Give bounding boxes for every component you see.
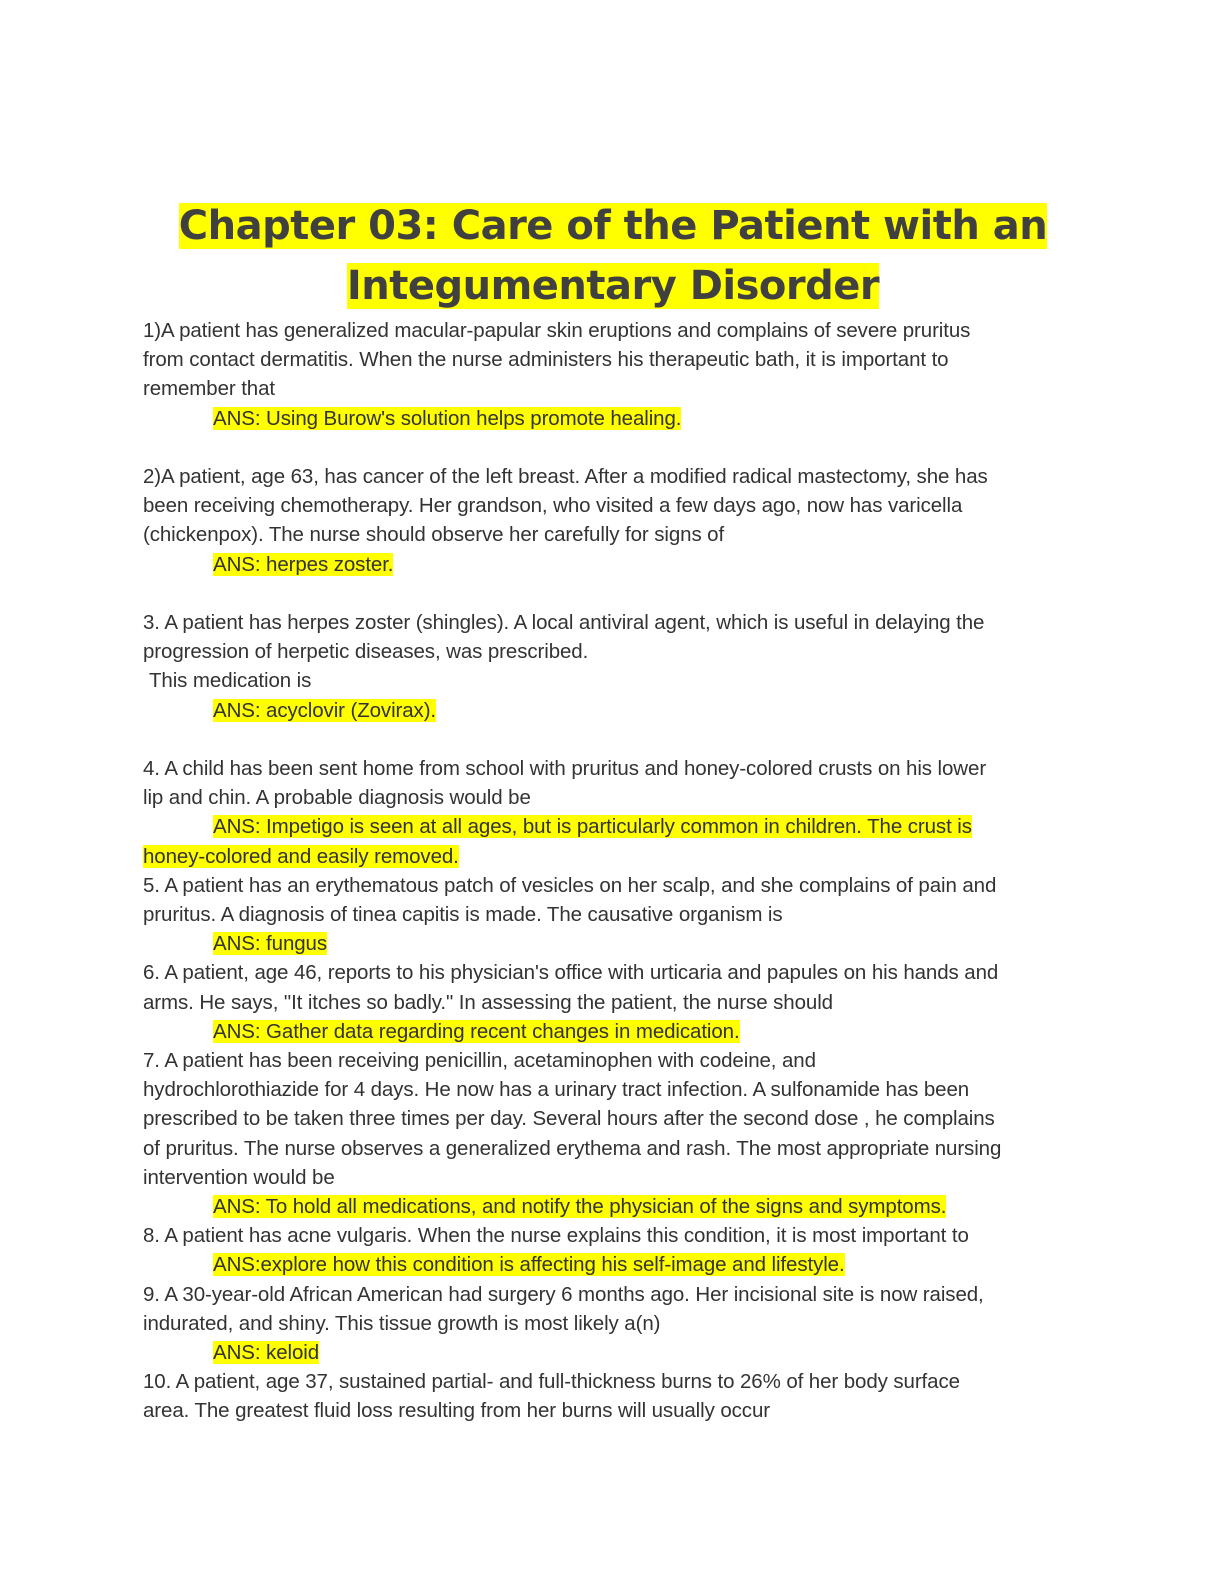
answer-1: ANS: Using Burow's solution helps promote healing. bbox=[213, 406, 682, 430]
title-line-1: Chapter 03: Care of the Patient with an bbox=[178, 203, 1048, 249]
question-8-text: 8. A patient has acne vulgaris. When the nurse explains this condition, it is most important to bbox=[143, 1224, 969, 1248]
question-7-text: 7. A patient has been receiving penicillin, acetaminophen with codeine, and hydrochlorothiazide for 4 days. He now has a urinary tract infection. A sulfonamide has been prescribed to be taken three times per day. Several hours after the second dose , he complains of pruritus. The nurse observes a generalized erythema and rash. The most appropriate nursing intervention would be bbox=[143, 1049, 1002, 1189]
question-5-text: 5. A patient has an erythematous patch of vesicles on her scalp, and she complains of pain and pruritus. A diagnosis of tinea capitis is made. The causative organism is bbox=[143, 873, 997, 927]
question-3-text: 3. A patient has herpes zoster (shingles). A local antiviral agent, which is useful in delaying the progression of herpetic diseases, was prescribed. This medication is bbox=[143, 611, 985, 693]
question-9 bbox=[143, 1280, 1083, 1368]
question-9-text: 9. A 30-year-old African American had surgery 6 months ago. Her incisional site is now raised, indurated, and shiny. This tissue growth is most likely a(n) bbox=[143, 1282, 984, 1335]
answer-2: ANS: herpes zoster. bbox=[213, 552, 394, 576]
question-1-text: 1)A patient has generalized macular-papular skin eruptions and complains of severe pruritus from contact dermatitis. When the nurse administers his therapeutic bath, it is important to remember that bbox=[143, 319, 971, 401]
question-10 bbox=[143, 1367, 1083, 1425]
question-6-text: 6. A patient, age 46, reports to his physician's office with urticaria and papules on his hands and arms. He says, "It itches so badly." In assessing the patient, the nurse should bbox=[143, 961, 999, 1014]
question-5 bbox=[143, 871, 1083, 959]
answer-4: ANS: Impetigo is seen at all ages, but is particularly common in children. The crust is honey-colored and easily removed. bbox=[143, 815, 972, 868]
document-page bbox=[143, 196, 1083, 1426]
question-10-text: 10. A patient, age 37, sustained partial- and full-thickness burns to 26% of her body surface area. The greatest fluid loss resulting from her burns will usually occur bbox=[143, 1370, 960, 1423]
chapter-title bbox=[143, 196, 1083, 316]
question-2 bbox=[143, 462, 1083, 579]
question-6 bbox=[143, 958, 1083, 1046]
answer-7: ANS: To hold all medications, and notify the physician of the signs and symptoms. bbox=[213, 1195, 947, 1219]
title-line-2: Integumentary Disorder bbox=[346, 263, 880, 309]
answer-3: ANS: acyclovir (Zovirax). bbox=[213, 698, 437, 722]
answer-9: ANS: keloid bbox=[213, 1341, 320, 1365]
question-2-text: 2)A patient, age 63, has cancer of the left breast. After a modified radical mastectomy, she has been receiving chemotherapy. Her grandson, who visited a few days ago, now has varicella (chickenpox). The nurse should observe her carefully for signs of bbox=[143, 465, 988, 547]
question-4 bbox=[143, 754, 1083, 871]
question-8 bbox=[143, 1221, 1083, 1279]
answer-6: ANS: Gather data regarding recent changes in medication. bbox=[213, 1019, 740, 1043]
question-7 bbox=[143, 1046, 1083, 1221]
question-4-text: 4. A child has been sent home from school with pruritus and honey-colored crusts on his lower lip and chin. A probable diagnosis would be bbox=[143, 757, 987, 810]
answer-5: ANS: fungus bbox=[213, 932, 327, 956]
question-list bbox=[143, 316, 1083, 1426]
question-3 bbox=[143, 608, 1083, 725]
answer-8: ANS:explore how this condition is affecting his self-image and lifestyle. bbox=[213, 1253, 845, 1277]
question-1 bbox=[143, 316, 1083, 433]
